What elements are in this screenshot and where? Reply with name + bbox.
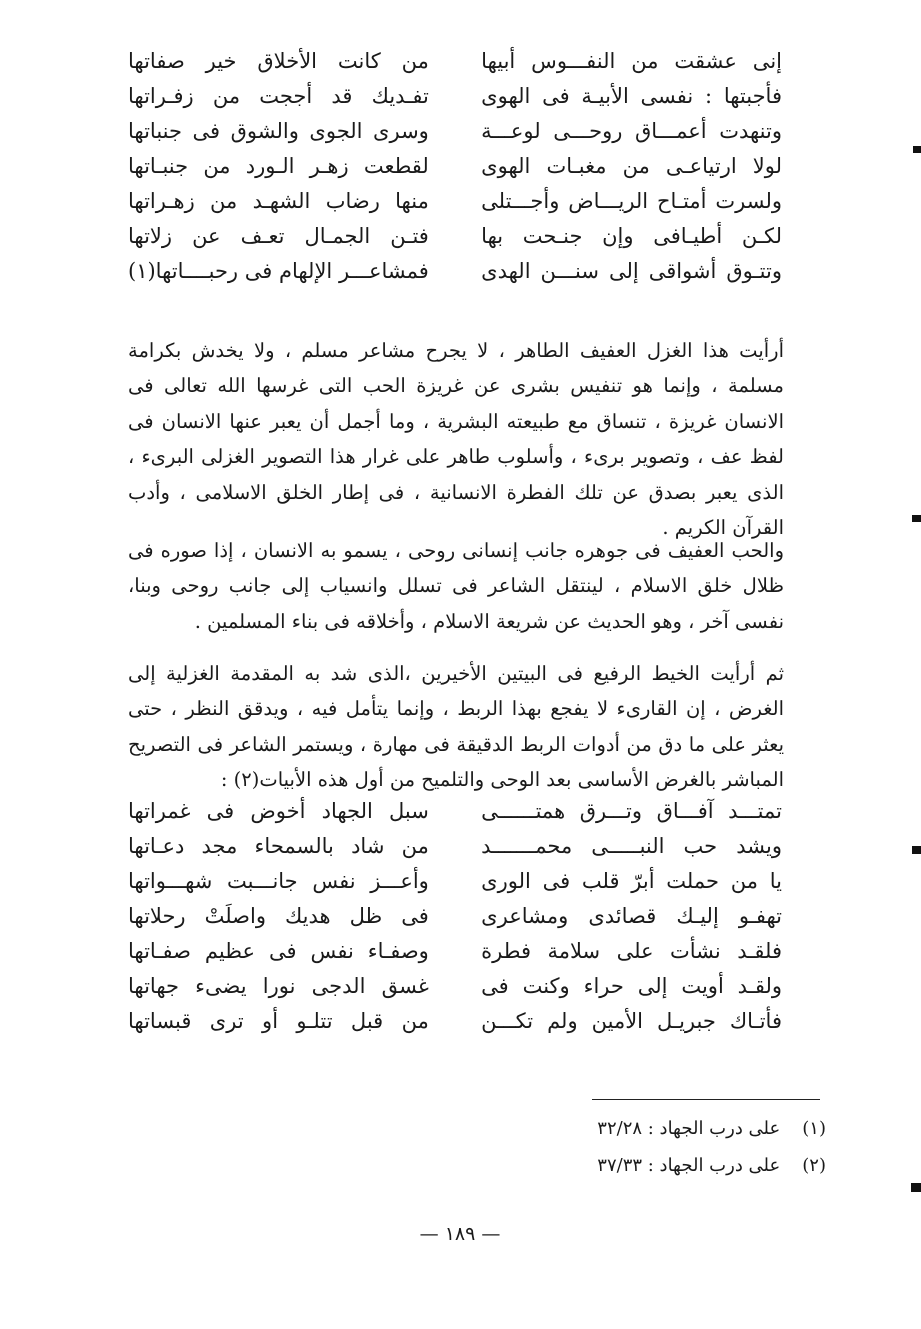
verse-line bbox=[128, 254, 782, 289]
verse-second-hemistich: وأعـــز نفس جانـــبت شهـــواتها bbox=[128, 869, 429, 893]
footnote-number: (٢) bbox=[802, 1155, 826, 1176]
footnote bbox=[470, 1151, 826, 1181]
verse-second-hemistich: فمشاعـــر الإلهام فى رحبــــاتها(١) bbox=[128, 259, 429, 283]
verse-second-hemistich: من قبل تتلـو أو ترى قبساتها bbox=[128, 1009, 429, 1033]
footnote-text: على درب الجهاد : ٣٧/٣٣ bbox=[597, 1155, 781, 1176]
scan-edge-mark bbox=[911, 1183, 921, 1192]
verse-first-hemistich: تمتـــد آفـــاق وتـــرق همتــــــى bbox=[481, 799, 782, 823]
verse-line bbox=[128, 44, 782, 79]
verse-first-hemistich: وتنهدت أعمـــاق روحـــى لوعـــة bbox=[481, 119, 782, 143]
verse-line bbox=[128, 184, 782, 219]
verse-first-hemistich: وتتـوق أشواقى إلى سنـــن الهدى bbox=[481, 259, 782, 283]
verse-first-hemistich: ويشد حب النبـــــى محمـــــــد bbox=[481, 834, 782, 858]
verse-first-hemistich: فأتـاك جبريـل الأمين ولم تكـــن bbox=[481, 1009, 782, 1033]
verse-first-hemistich: ولقـد أويت إلى حراء وكنت فى bbox=[481, 974, 782, 998]
scan-edge-mark bbox=[912, 846, 921, 854]
footnote-divider bbox=[592, 1099, 820, 1100]
verse-second-hemistich: سبل الجهاد أخوض فى غمراتها bbox=[128, 799, 429, 823]
verse-line bbox=[128, 1004, 782, 1039]
verse-second-hemistich: منها رضاب الشهـد من زهـراتها bbox=[128, 189, 429, 213]
verse-line bbox=[128, 79, 782, 114]
verse-line bbox=[128, 864, 782, 899]
verse-first-hemistich: إنى عشقت من النفـــوس أبيها bbox=[481, 49, 782, 73]
verse-second-hemistich: وصفـاء نفس فى عظيم صفـاتها bbox=[128, 939, 429, 963]
verse-first-hemistich: ولسرت أمتـاح الريـــاض وأجـــتلى bbox=[481, 189, 782, 213]
verse-line bbox=[128, 829, 782, 864]
scan-edge-mark bbox=[912, 515, 921, 522]
verse-second-hemistich: غسق الدجى نورا يضىء جهاتها bbox=[128, 974, 429, 998]
verse-second-hemistich: من شاد بالسمحاء مجد دعـاتها bbox=[128, 834, 429, 858]
verse-first-hemistich: تهفـو إليـك قصائدى ومشاعرى bbox=[481, 904, 782, 928]
verse-line bbox=[128, 969, 782, 1004]
footnote-text: على درب الجهاد : ٣٢/٢٨ bbox=[597, 1118, 781, 1139]
verse-second-hemistich: فتـن الجمـال تعـف عن زلاتها bbox=[128, 224, 429, 248]
body-paragraph: أرأيت هذا الغزل العفيف الطاهر ، لا يجرح مشاعر مسلم ، ولا يخدش بكرامة مسلمة ، وإنما هو تنفيس بشرى عن غريزة الحب التى غرسها الله تعالى فى الانسان غريزة ، تنساق مع طبيعته البشرية ، وما أجمل أن يعبر عنها الانسان فى لفظ عف ، وتصوير برىء ، وأسلوب طاهر على غرار هذا التصوير الغزلى البرىء ، الذى يعبر بصدق عن تلك الفطرة الانسانية ، فى إطار الخلق الاسلامى ، وأدب القرآن الكريم . bbox=[128, 338, 784, 539]
verse-second-hemistich: تفـديك قد أججت من زفـراتها bbox=[128, 84, 429, 108]
verse-line bbox=[128, 899, 782, 934]
body-paragraph: والحب العفيف فى جوهره جانب إنسانى روحى ، يسمو به الانسان ، إذا صوره فى ظلال خلق الاسلام ، لينتقل الشاعر فى تسلل وانسياب إلى جانب روحى وبنا، نفسى آخر ، وهو الحديث عن شريعة الاسلام ، وأخلاقه فى بناء المسلمين . bbox=[128, 538, 784, 633]
verse-second-hemistich: لقطعت زهـر الـورد من جنبـاتها bbox=[128, 154, 429, 178]
verse-second-hemistich: وسرى الجوى والشوق فى جنباتها bbox=[128, 119, 429, 143]
footnote-number: (١) bbox=[802, 1118, 826, 1139]
verse-line bbox=[128, 794, 782, 829]
poem-stanza-2 bbox=[128, 794, 782, 1039]
verse-first-hemistich: فلقـد نشأت على سلامة فطرة bbox=[481, 939, 782, 963]
page-number: — ١٨٩ — bbox=[419, 1223, 501, 1245]
verse-second-hemistich: فى ظل هديك واصلَتْ رحلاتها bbox=[128, 904, 429, 928]
verse-line bbox=[128, 149, 782, 184]
verse-first-hemistich: لولا ارتياعـى من مغبـات الهوى bbox=[481, 154, 782, 178]
verse-line bbox=[128, 114, 782, 149]
body-paragraph: ثم أرأيت الخيط الرفيع فى البيتين الأخيرين ،الذى شد به المقدمة الغزلية إلى الغرض ، إن القارىء لا يفجع بهذا الربط ، وإنما يتأمل فيه ، ويدقق النظر ، حتى يعثر على ما دق من أدوات الربط الدقيقة فى مهارة ، ويستمر الشاعر فى التصريح المباشر بالغرض الأساسى بعد الوحى والتلميح من أول هذه الأبيات(٢) : bbox=[128, 661, 784, 791]
poem-stanza-1 bbox=[128, 44, 782, 289]
verse-line bbox=[128, 934, 782, 969]
footnote bbox=[470, 1114, 826, 1144]
verse-first-hemistich: يا من حملت أبرّ قلب فى الورى bbox=[481, 869, 782, 893]
verse-second-hemistich: من كانت الأخلاق خير صفاتها bbox=[128, 49, 429, 73]
scan-edge-mark bbox=[913, 146, 921, 153]
verse-first-hemistich: لكـن أطيـافى وإن جنـحت بها bbox=[481, 224, 782, 248]
verse-first-hemistich: فأجبتها : نفسى الأبيـة فى الهوى bbox=[481, 84, 782, 108]
verse-line bbox=[128, 219, 782, 254]
